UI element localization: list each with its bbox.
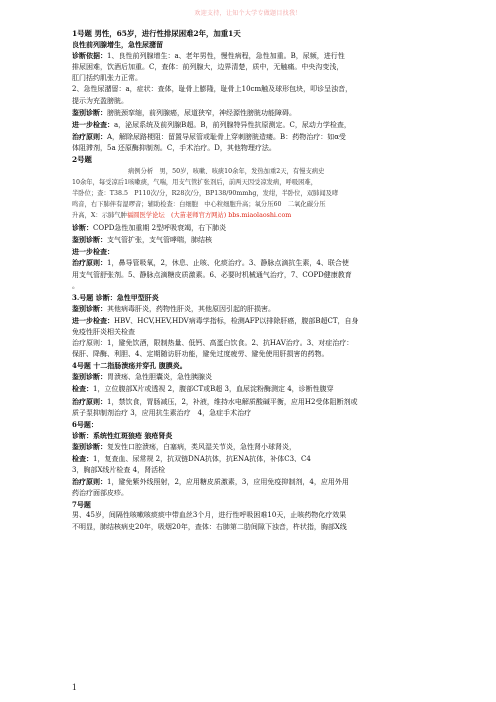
text-line: 治疗原则：A，解除尿路梗阻：留置导尿管或耻骨上穿刺膀胱造瘘。B：药物治疗：如α受 bbox=[72, 131, 346, 141]
text-line: 诊断：系统性红斑狼疮 狼疮肾炎 bbox=[72, 430, 173, 440]
line-label: 治疗原则： bbox=[72, 131, 107, 141]
watermark-header: 欢迎支持，让知个大学专做题目找我！ bbox=[194, 10, 302, 17]
text-line: 良性前列腺增生，急性尿潴留 bbox=[72, 40, 163, 50]
text-line: 检查：1，立位腹部X片或透视 2，腹部CT或B超 3，血尿淀粉酶测定 4，诊断性腹穿 bbox=[72, 384, 334, 394]
text-line: 不明显，肺结核病史20年，吸烟20年，查体：右肺第二肋间隙下浊音，杵状指，胸部X线 bbox=[72, 522, 347, 531]
text-line: 7号题 bbox=[72, 500, 91, 510]
text-line: 提示为充盈膀胱。 bbox=[72, 96, 128, 105]
text-line: 治疗原则：1，鼻导管吸氧，2，休息、止咳、化痰治疗。3、静脉点滴抗生素，4、联合使 bbox=[72, 258, 349, 268]
text-line: 3.号题 诊断：急性甲型肝炎 bbox=[72, 292, 159, 302]
text-line: 鉴别诊断：膀胱颈挛缩，前列腺癌，尿道狭窄，神经源性膀胱功能障碍。 bbox=[72, 107, 296, 117]
text-line: 诊断：COPD急性加重期 2型呼吸衰竭，右下肺炎 bbox=[72, 223, 227, 233]
text-line: 半卧位；查：T38.5 P110次/分，R28次/分，BP138/90mmhg，发绀，半卧位，双肺闻及哮 bbox=[72, 190, 339, 198]
text-line: 2、急性尿潴留：a，症状：查体，耻骨上膨隆，耻骨上10cm触及球形包块，叩诊呈浊音， bbox=[72, 85, 353, 94]
line-label: 治疗原则： bbox=[72, 396, 107, 406]
text-line: 检查：1，复查血、尿常规 2，抗双链DNA抗体，抗ENA抗体，补体C3、C4 bbox=[72, 454, 311, 463]
text-line: 免疫性肝炎相关检查 bbox=[72, 327, 135, 336]
forum-watermark-link[interactable]: 福圆医学论坛 (大苗老师官方网站) bbs.miaolaoshi.com bbox=[126, 212, 292, 220]
text-line: 鉴别诊断：复发性口腔溃疡，白塞病，类风湿关节炎，急性肾小球肾炎， bbox=[72, 441, 296, 451]
line-label: 鉴别诊断： bbox=[72, 372, 107, 382]
line-label: 进一步检查： bbox=[72, 315, 114, 325]
text-line: 进一步检查：a，泌尿系统及前列腺B超。B，前列腺特异性抗原测定。C，尿动力学检查， bbox=[72, 119, 351, 129]
text-line: 4号题 十二指肠溃疡并穿孔 腹膜炎。 bbox=[72, 361, 187, 371]
line-label: 鉴别诊断： bbox=[72, 107, 107, 117]
text-line: 进一步检查：HBV、HCV,HEV,HDV病毒学指标，检测AFP以排除肝癌，腹部B超CT，自身 bbox=[72, 315, 359, 325]
text-line: 药治疗面部皮疹。 bbox=[72, 489, 128, 498]
page-number: 1 bbox=[72, 682, 77, 692]
section-case-2-to-7 bbox=[72, 222, 426, 533]
text-line: 。 bbox=[72, 281, 79, 290]
text-line: 进一步检查： bbox=[72, 247, 114, 257]
text-line: 鉴别诊断：支气管扩张，支气管哮喘，肺结核 bbox=[72, 235, 212, 245]
text-line: 10余年，每受凉后1咳嗽痰，气喘，用支气管扩张剂后，前两天因受凉发病，呼吸困难， bbox=[72, 179, 318, 187]
text-line: 鉴别诊断：其他病毒肝炎，药物性肝炎，其他原因引起的肝损害。 bbox=[72, 303, 275, 313]
text-line: 鉴别诊断：胃溃疡、急性胆囊炎，急性胰腺炎 bbox=[72, 372, 212, 382]
text-line: 病例分析 男，50岁，咳嗽、咳痰10余年，发热加重2天，有慢支病史 bbox=[128, 168, 325, 176]
line-label: 治疗原则： bbox=[72, 477, 107, 487]
text-line: 肛门括约肌张力正常。 bbox=[72, 74, 142, 83]
line-label: 鉴别诊断： bbox=[72, 441, 107, 451]
line-label: 诊断： bbox=[72, 223, 93, 233]
text-line: 体阻滞剂，5a 还原酶抑制剂。C，手术治疗。D，其他物理疗法。 bbox=[72, 143, 276, 152]
text-line: 男、45岁，间隔性咳嗽咳痰痰中带血丝3个月，进行性呼吸困难10天，止咳药物化疗效果 bbox=[72, 511, 347, 520]
text-line: 6号题： bbox=[72, 419, 98, 429]
text-line: 治疗原则：1，禁饮食，胃肠减压，2，补液，维持水电解质酸碱平衡，应用H2受体阻断剂或 bbox=[72, 396, 358, 406]
text-line: 排尿困难，饮酒后加重。C，查体：前列腺大，边界清楚，质中，无触痛。中央沟变浅， bbox=[72, 63, 344, 72]
section-case-1 bbox=[72, 28, 426, 165]
text-line: 鸣音，右下肺伴有湿啰音；辅助检查：白细胞 中心粒细胞升高；氧分压60 二氧化碳分压 bbox=[72, 201, 326, 209]
line-label: 鉴别诊断： bbox=[72, 235, 107, 245]
line-label: 进一步检查： bbox=[72, 119, 114, 129]
line-label: 诊断依据： bbox=[72, 51, 107, 61]
case-2-description bbox=[72, 166, 426, 221]
text-line: 保肝、降酶、利胆、4、定期随访肝功能，避免过度疲劳、避免使用肝损害的药物。 bbox=[72, 350, 329, 359]
line-label: 鉴别诊断： bbox=[72, 303, 107, 313]
text-line: 3，胸部X线片检查 4，肾活检 bbox=[72, 466, 166, 475]
document-body bbox=[72, 28, 426, 533]
line-label: 治疗原则： bbox=[72, 258, 107, 268]
text-line: 质子泵抑制剂治疗 3，应用抗生素治疗 4，急症手术治疗 bbox=[72, 408, 252, 417]
text-line: 治疗原则：1，避免紫外线照射，2，应用糖皮质激素，3，应用免疫抑制剂，4，应用外用 bbox=[72, 477, 349, 487]
text-line: 诊断依据：1、良性前列腺增生：a、老年男性，慢性病程，急性加重。B，尿频，进行性 bbox=[72, 51, 345, 61]
text-line: 2号题 bbox=[72, 155, 92, 165]
text-line: 1号题 男性，65岁，进行性排尿困难2年，加重1天 bbox=[72, 29, 241, 38]
line-label: 检查： bbox=[72, 384, 93, 394]
text-line: 升高，X：示肺气肿福圆医学论坛 (大苗老师官方网站) bbs.miaolaoshi.com bbox=[72, 212, 292, 220]
line-label: 检查： bbox=[72, 454, 93, 463]
text-line: 治疗原则：1，避免饮酒，限制热量、低钙、高蛋白饮食。2、抗HAV治疗。3、对症治疗： bbox=[72, 339, 354, 348]
text-line: 用支气管舒张剂。5、静脉点滴糖皮质激素。6、必要时机械通气治疗，7、COPD健康教育 bbox=[72, 270, 352, 279]
